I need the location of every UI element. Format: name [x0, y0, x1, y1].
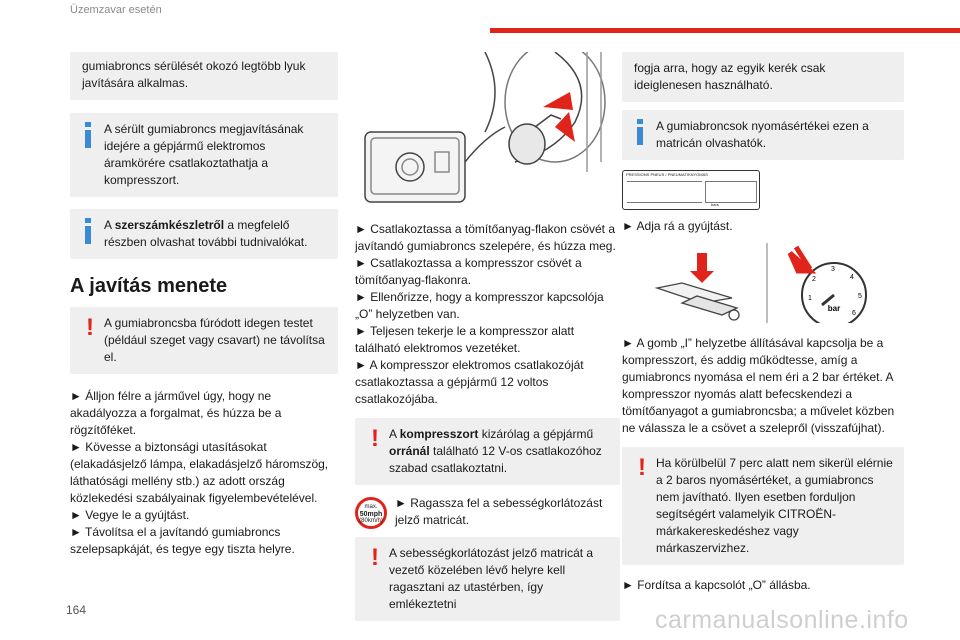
warning-icon: ! — [86, 314, 94, 341]
column-2 — [355, 52, 620, 621]
info-box-tyre-pressure — [622, 110, 904, 160]
warning-text-pre: A — [389, 427, 400, 441]
info-box-toolkit — [70, 209, 338, 259]
info-text-post: a megfelelő részben olvashat további tudnivalókat. — [104, 218, 308, 249]
warning-box-sticker — [355, 537, 620, 621]
gauge-tick-label: 1 — [808, 295, 812, 302]
header-accent-bar — [490, 28, 960, 33]
speed-icon-line-2: 50mph — [359, 511, 383, 518]
label-title: PRESSIONS PNEUS / PNEUMATIKNYOMÁS — [626, 172, 708, 177]
gauge-tick-label: 4 — [850, 274, 854, 281]
switch-step: ► A gomb „I” helyzetbe állításával kapcsolja be a kompresszort, és addig működtesse, amíg a gumiabroncs nyomása el nem éri a 2 bar értéket. A kompresszor nyomás alatt befecskendezi a tömítőanyagot a gumiabroncsba; a művelet közben ne válassza le a csövet a szelepről (visszafújhat). — [622, 336, 895, 435]
gauge-unit-label: bar — [827, 304, 841, 313]
arrow-icon — [543, 92, 573, 110]
warning-icon: ! — [371, 425, 379, 452]
label-unit: bars — [711, 202, 719, 207]
continued-text-box: fogja arra, hogy az egyik kerék csak ideiglenesen használható. — [622, 52, 904, 102]
info-icon — [85, 122, 91, 148]
compressor-illustration — [355, 52, 617, 212]
steps-text: ► Csatlakoztassa a tömítőanyag-flakon csövét a javítandó gumiabroncs szelepére, és húzza meg. ► Csatlakoztassa a kompresszor csövét a tömítőanyag-flakonra. ► Ellenőrizze, hogy a kompresszor kapcsolója „O” helyzetben van. ► Teljesen tekerje le a kompresszor alatt található elektromos vezetéket. ► A kompresszor elektromos csatlakozóját csatlakoztassa a gépjármű 12 voltos csatlakozójába. — [355, 222, 616, 406]
warning-text: Ha körülbelül 7 perc alatt nem sikerül elérnie a 2 baros nyomásértéket, a gumiabroncs nem javítható. Ilyen esetben forduljon segítségért valamelyik CITROËN-márkakereskedéshez vagy márkaszervizhez. — [656, 456, 893, 555]
watermark: carmanualsonline.info — [655, 606, 909, 634]
gauge-tick-label: 3 — [831, 266, 835, 273]
speed-sticker-step — [355, 495, 620, 529]
section-heading: A javítás menete — [70, 275, 228, 297]
info-text-pre: A — [104, 218, 115, 232]
gauge-tick-label: 2 — [812, 276, 816, 283]
warning-text-post: található 12 V-os csatlakozóhoz szabad csatlakoztatni. — [389, 444, 602, 475]
section-title: Üzemzavar esetén — [70, 4, 162, 16]
ignition-step: ► Adja rá a gyújtást. — [622, 219, 733, 233]
warning-text: A sebességkorlátozást jelző matricát a vezető közelében lévő helyre kell ragasztani az utastérben, így emlékeztetni — [389, 546, 594, 611]
warning-box-timeout — [622, 447, 904, 565]
continued-text-box: gumiabroncs sérülését okozó legtöbb lyuk javítására alkalmas. — [70, 52, 338, 100]
column-1 — [70, 52, 338, 558]
steps-text: ► Álljon félre a járművel úgy, hogy ne akadályozza a forgalmat, és húzza be a rögzítőféket. ► Kövesse a biztonsági utasításokat (elakadásjelző lámpa, elakadásjelző háromszög, láthatósági mellény stb.) az adott ország közlekedési szabályainak figyelembevételével. ► Vegye le a gyújtást. ► Távolítsa el a javítandó gumiabroncs szelepsapkáját, és tegye egy tiszta helyre. — [70, 389, 329, 556]
speed-icon-line-3: (80km/h) — [359, 518, 383, 524]
warning-box-socket — [355, 418, 620, 485]
info-icon — [85, 218, 91, 244]
warning-icon: ! — [638, 454, 646, 481]
gauge-tick-label: 6 — [852, 310, 856, 317]
info-box-electrical — [70, 113, 338, 197]
speed-step-text: ► Ragassza fel a sebességkorlátozást jelző matricát. — [395, 496, 603, 527]
info-icon — [637, 119, 643, 145]
speed-limit-icon — [355, 497, 387, 529]
column-3 — [622, 52, 904, 594]
warning-text: A gumiabroncsba fúródott idegen testet (például szeget vagy csavart) ne távolítsa el. — [104, 316, 325, 364]
speed-icon-line-1: max. — [364, 504, 378, 510]
warning-text-bold-2: orránál — [389, 444, 430, 458]
switch-off-step: ► Fordítsa a kapcsolót „O” állásba. — [622, 578, 811, 592]
warning-icon: ! — [371, 544, 379, 571]
switch-gauge-illustration — [622, 243, 902, 323]
press-arrow-icon — [690, 253, 714, 283]
info-text: A sérült gumiabroncs megjavításának idejére a gépjármű elektromos áramkörére csatlakoztathatja a kompresszort. — [104, 122, 304, 187]
info-text: A gumiabroncsok nyomásértékei ezen a matricán olvashatók. — [656, 119, 869, 150]
warning-text-mid: kizárólag a gépjármű — [478, 427, 594, 441]
warning-text-bold: kompresszort — [399, 427, 479, 441]
page-number: 164 — [66, 603, 87, 617]
info-text-bold: szerszámkészletről — [114, 218, 225, 232]
gauge-tick-label: 5 — [858, 293, 862, 300]
tyre-pressure-label — [622, 170, 760, 210]
warning-box-foreign-object — [70, 307, 338, 374]
